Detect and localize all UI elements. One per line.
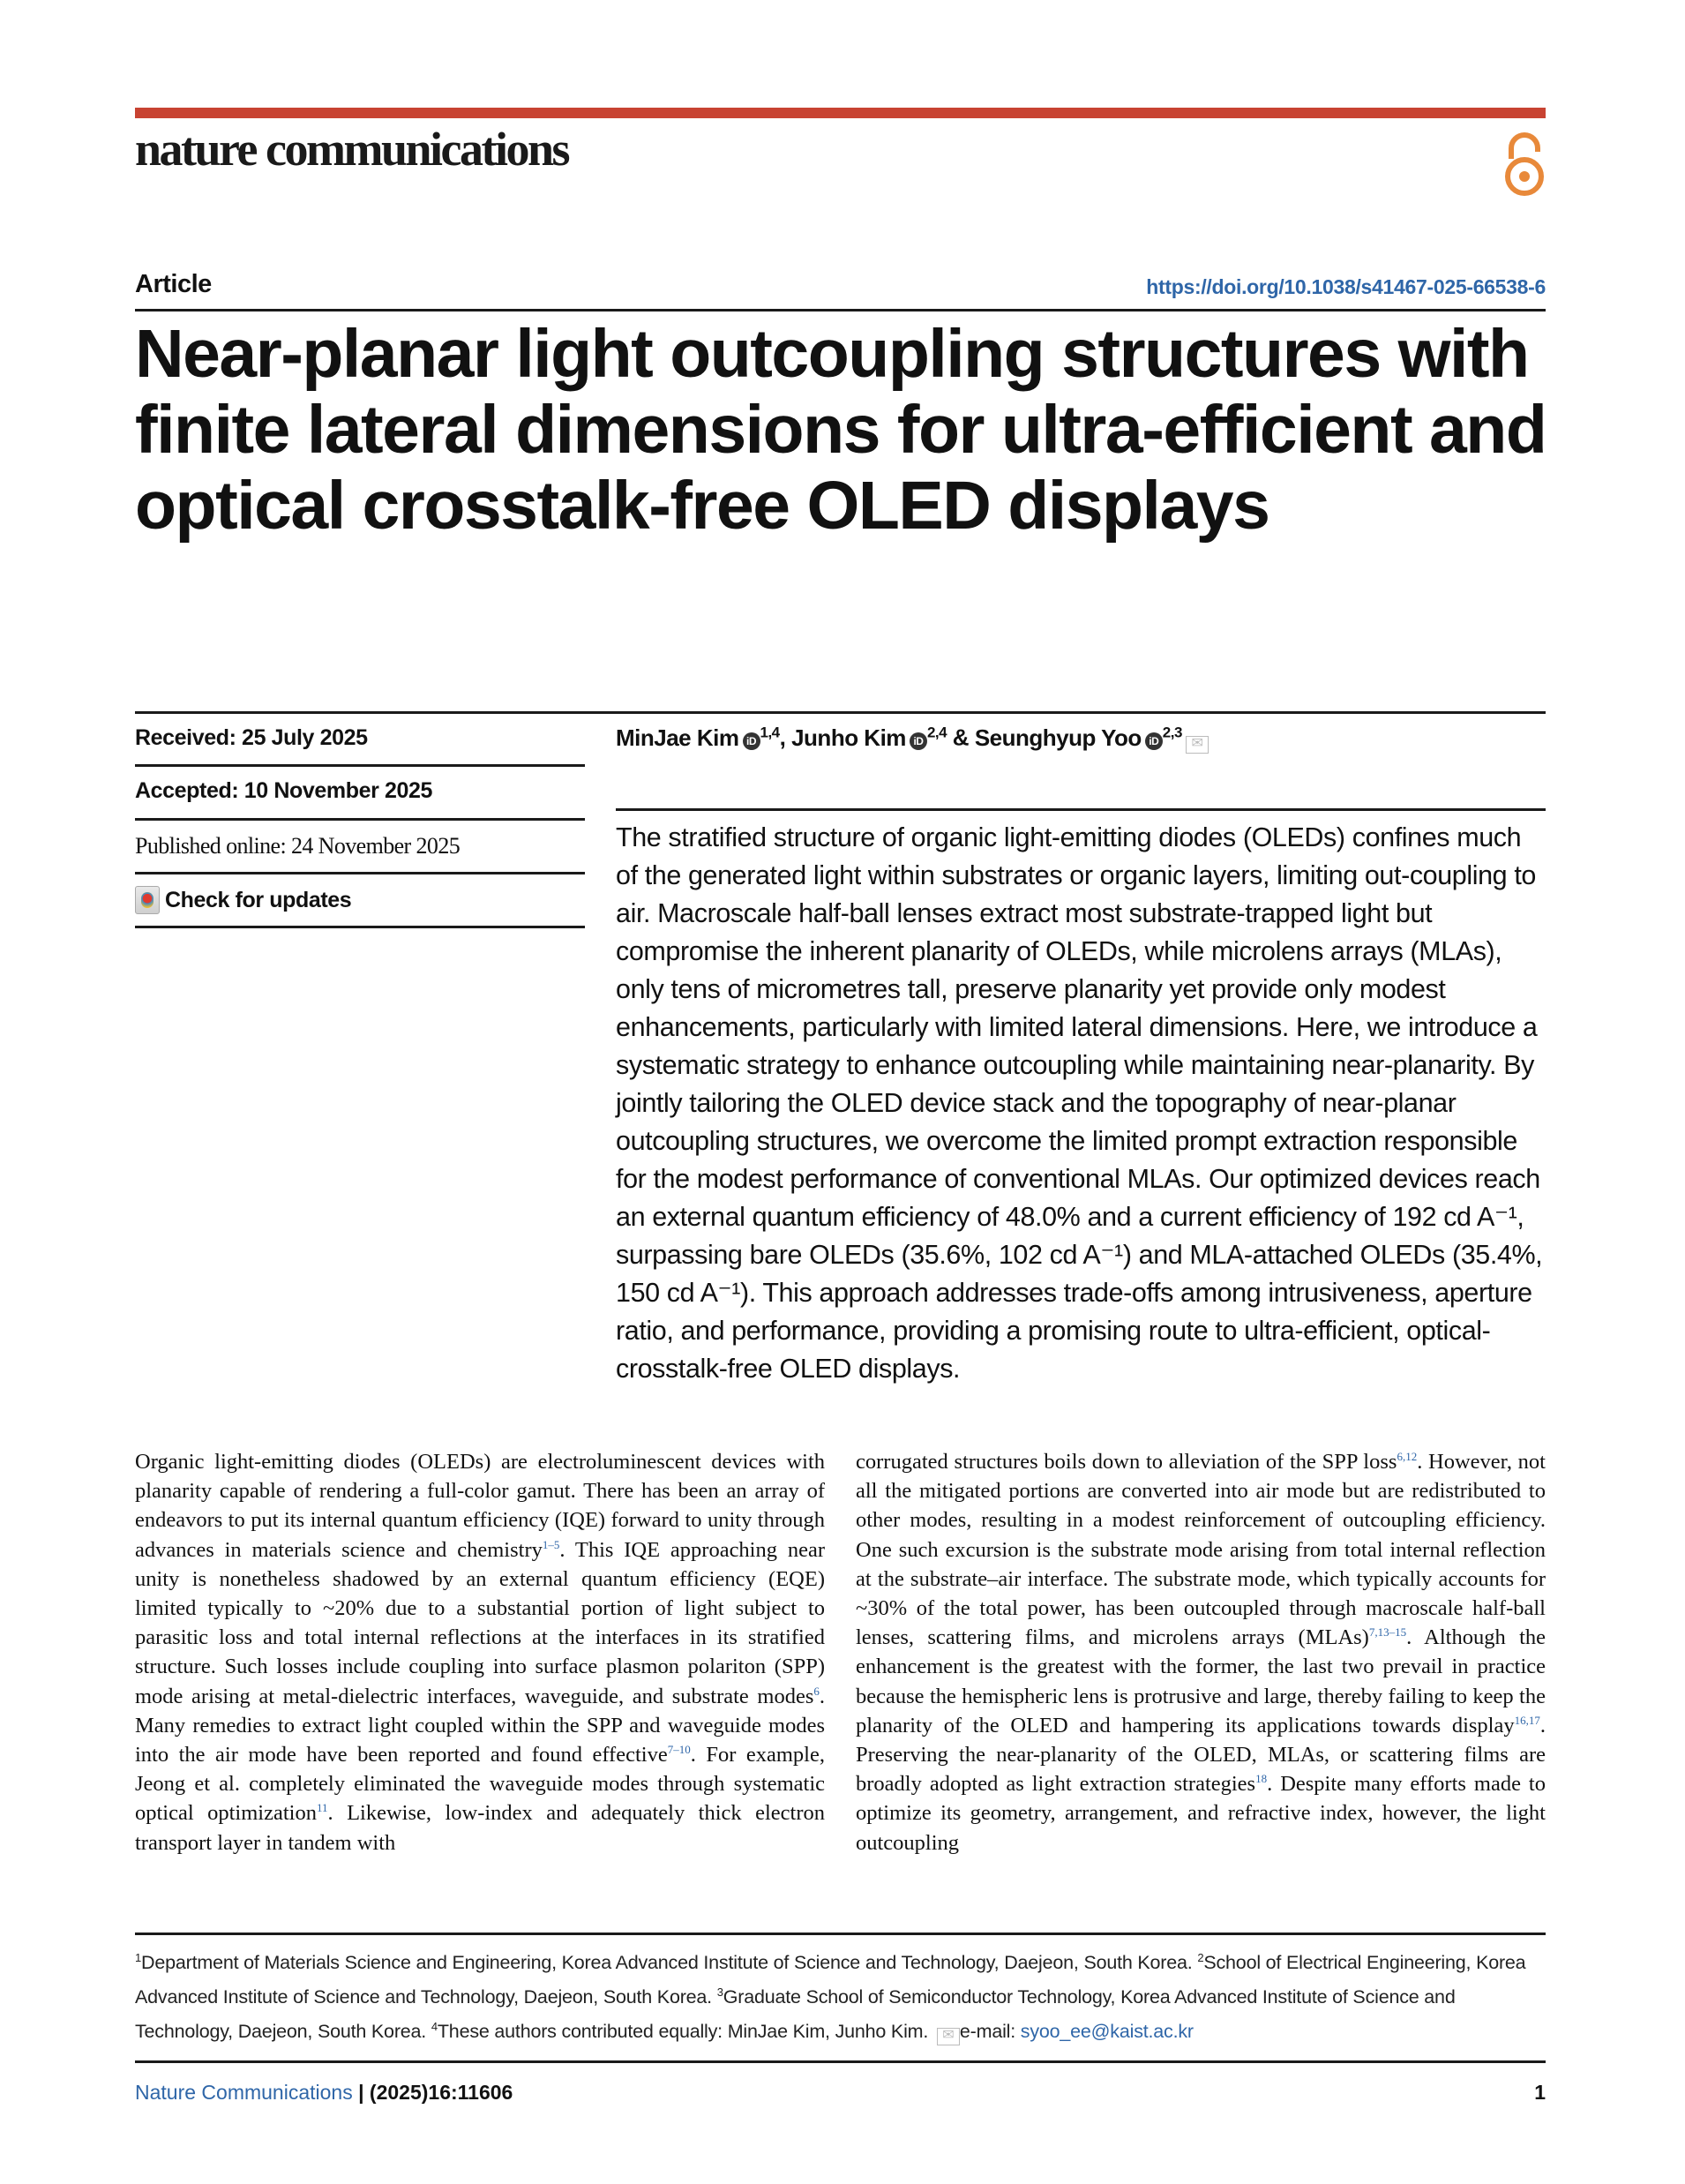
open-access-lock-icon [1502,132,1546,199]
reference-link[interactable]: 6 [813,1684,820,1698]
body-text: corrugated structures boils down to alleviation of the SPP loss [856,1450,1397,1474]
affiliation-sup: 2,4 [926,724,947,740]
doi-link[interactable]: https://doi.org/10.1038/s41467-025-66538-6 [1146,275,1546,298]
check-for-updates-button[interactable] [135,886,351,914]
orcid-icon[interactable]: iD [743,732,760,750]
body-text: . This IQE approaching near unity is nonetheless shadowed by an external quantum efficiency (EQE) limited typically to ~20% due to a substantial portion of light subject to parasitic loss and total internal reflections at the interfaces in its stratified structure. Such losses include coupling into surface plasmon polariton (SPP) mode arising at metal-dielectric interfaces, waveguide, and substrate modes [135,1537,825,1708]
email-icon: ✉ [937,2028,960,2045]
affiliation-text: Department of Materials Science and Engineering, Korea Advanced Institute of Science and Technology, Daejeon, South Korea. [141,1952,1198,1974]
footer-citation [135,2081,513,2105]
journal-link[interactable]: Nature Communications [135,2081,353,2104]
body-text: . Likewise, low-index and adequately thick electron transport layer in tandem with [135,1801,825,1855]
affiliation-number: 4 [431,2020,438,2034]
author-separator: & [947,724,975,751]
affiliations-footnote [135,1943,1546,2046]
divider [135,764,585,767]
affiliation-number: 3 [716,1985,723,2000]
reference-link[interactable]: 18 [1255,1772,1268,1786]
affiliation-text: School of Electrical Engineering, Korea Advanced Institute of Science and Technology, Daejeon, South Korea. [135,1952,1526,2008]
body-text: . Preserving the near-planarity of the OLED, MLAs, or scattering films are broadly adopted as light extraction strategies [856,1713,1546,1797]
orcid-icon[interactable]: iD [1145,732,1163,750]
body-text: . However, not all the mitigated portions are converted into air mode but are redistributed to other modes, resulting in a modest reinforcement of outcoupling efficiency. One such excursion is the substrate mode arising from total internal reflection at the substrate–air interface. The substrate mode, which typically accounts for ~30% of the total power, has been outcoupled through macroscale half-ball lenses, scattering films, and microlens arrays (MLAs) [856,1450,1546,1650]
reference-link[interactable]: 7–10 [667,1742,691,1756]
email-icon[interactable]: ✉ [1186,736,1209,754]
body-column-left [135,1447,825,1858]
reference-link[interactable]: 16,17 [1514,1713,1540,1727]
received-date: Received: 25 July 2025 [135,725,368,750]
affiliation-number: 1 [135,1951,142,1964]
author[interactable] [975,724,1182,751]
divider [135,1933,1546,1935]
accepted-date: Accepted: 10 November 2025 [135,778,432,803]
abstract: The stratified structure of organic light-emitting diodes (OLEDs) confines much of the generated light within substrates or organic layers, limiting out-coupling to air. Macroscale half-ball lenses extract most substrate-trapped light but compromise the inherent planarity of OLEDs, while microlens arrays (MLAs), only tens of micrometres tall, preserve planarity yet provide only modest enhancements, particularly with limited lateral dimensions. Here, we introduce a systematic strategy to enhance outcoupling while maintaining near-planarity. By jointly tailoring the OLED device stack and the topography of near-planar outcoupling structures, we overcome the limited prompt extraction responsible for the modest performance of conventional MLAs. Our optimized devices reach an external quantum efficiency of 48.0% and a current efficiency of 192 cd A⁻¹, surpassing bare OLEDs (35.6%, 102 cd A⁻¹) and MLA-attached OLEDs (35.4%, 150 cd A⁻¹). This approach addresses trade-offs among intrusiveness, aperture ratio, and performance, providing a promising route to ultra-efficient, optical-crosstalk-free OLED displays. [616,822,1543,1384]
author-list [616,724,1209,754]
orcid-icon[interactable]: iD [910,732,927,750]
body-text: . For example, Jeong et al. completely eliminated the waveguide modes through systematic optical optimization [135,1743,825,1826]
journal-logo: nature communications [135,123,569,176]
citation-text: | (2025)16:11606 [352,2081,513,2104]
affiliation-text: Graduate School of Semiconductor Technology, Korea Advanced Institute of Science and Technology, Daejeon, South Korea. [135,1986,1456,2043]
body-column-right [856,1447,1546,1858]
divider [135,711,1546,714]
body-text: . Despite many efforts made to optimize its geometry, arrangement, and refractive index, however, the light outcoupling [856,1772,1546,1855]
article-title: Near-planar light outcoupling structures with finite lateral dimensions for ultra-efficient and optical crosstalk-free OLED displays [135,316,1546,544]
divider [135,309,1546,311]
article-type: Article [135,270,212,298]
divider [616,808,1546,811]
divider [135,926,585,928]
author-name: Seunghyup Yoo [974,724,1142,751]
author[interactable] [791,724,947,751]
crossmark-icon [135,886,160,914]
email-label: e-mail: [959,2021,1021,2043]
reference-link[interactable]: 6,12 [1397,1449,1418,1463]
check-for-updates-label: Check for updates [165,887,352,912]
author-name: Junho Kim [791,724,906,751]
email-link[interactable]: syoo_ee@kaist.ac.kr [1020,2021,1194,2043]
affiliation-sup: 2,3 [1162,724,1182,740]
divider [135,818,585,821]
reference-link[interactable]: 7,13–15 [1368,1625,1407,1640]
divider [135,2060,1546,2063]
author-name: MinJae Kim [616,724,739,751]
affiliation-number: 2 [1197,1951,1204,1964]
page-number: 1 [1534,2081,1546,2104]
author-separator: , [779,724,792,751]
body-text: . Although the enhancement is the greatest with the former, the last two prevail in practice because the hemispheric lens is protrusive and large, thereby failing to keep the planarity of the OLED and hampering its applications towards display [856,1625,1546,1737]
affiliation-text: These authors contributed equally: MinJae Kim, Junho Kim. [437,2021,933,2043]
journal-color-bar [135,108,1546,118]
reference-link[interactable]: 1–5 [542,1537,560,1551]
body-text: . Many remedies to extract light coupled within the SPP and waveguide modes into the air mode have been reported and found effective [135,1684,825,1767]
published-date: Published online: 24 November 2025 [135,833,461,859]
body-text: Organic light-emitting diodes (OLEDs) are electroluminescent devices with planarity capable of rendering a full-color gamut. There has been an array of endeavors to put its internal quantum efficiency (IQE) forward to unity through advances in materials science and chemistry [135,1450,825,1562]
affiliation-sup: 1,4 [760,724,780,740]
reference-link[interactable]: 11 [316,1801,328,1815]
divider [135,872,585,874]
author[interactable] [616,724,780,751]
